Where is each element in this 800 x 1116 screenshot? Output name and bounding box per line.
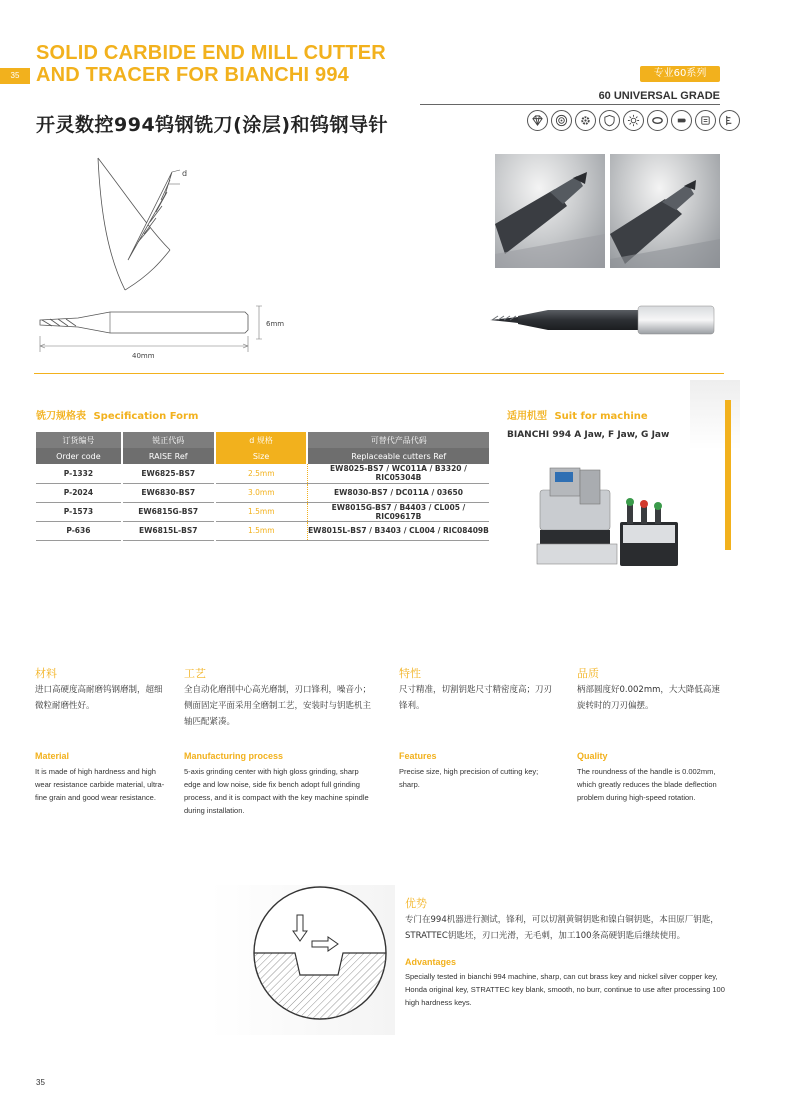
- process-title-en: Manufacturing process: [184, 751, 284, 761]
- cutter-closeup-photo-2: [610, 154, 720, 268]
- chinese-title: 开灵数控994钨钢铣刀(涂层)和钨钢导针: [36, 114, 389, 136]
- machine-title-en: Suit for machine: [554, 411, 648, 422]
- table-row: [36, 483, 490, 502]
- advantages-title-cn: 优势: [405, 897, 427, 910]
- grade-label: 60 UNIVERSAL GRADE: [598, 90, 720, 102]
- spec-section-title: [36, 407, 198, 422]
- table-row: [36, 464, 490, 483]
- title-line-1: SOLID CARBIDE END MILL CUTTER: [36, 42, 386, 64]
- table-header-en-row: [36, 448, 490, 464]
- machine-title-cn: 适用机型: [507, 411, 547, 422]
- order-code-cell: P-1332: [36, 464, 122, 483]
- process-body-en: 5-axis grinding center with high gloss grinding, sharp edge and low noise, side fix bench adopt full grinding process, and it is compact with the key machine spindle during installation.: [184, 767, 369, 815]
- page-tab: 35: [0, 68, 30, 84]
- accent-bar: [725, 400, 731, 550]
- header-replaceable-cn: 可替代产品代码: [307, 432, 490, 448]
- raise-ref-cell: EW6815G-BS7: [122, 502, 215, 521]
- raise-ref-cell: EW6830-BS7: [122, 483, 215, 502]
- page-number: 35: [36, 1078, 45, 1087]
- quality-title-cn: 品质: [577, 667, 599, 680]
- bullet-icon: [671, 110, 692, 131]
- features-title-cn: 特性: [399, 667, 421, 680]
- machine-models: BIANCHI 994 A Jaw, F Jaw, G Jaw: [507, 430, 670, 440]
- replaceable-cell: EW8030-BS7 / DC011A / 03650: [307, 483, 490, 502]
- size-cell: 1.5mm: [215, 502, 308, 521]
- features-body-en: Precise size, high precision of cutting key; sharp.: [399, 767, 539, 789]
- quality-title-en: Quality: [577, 751, 608, 761]
- feature-icon-row: [527, 110, 740, 131]
- spec-table: [36, 432, 491, 541]
- key-icon: [719, 110, 740, 131]
- dimension-6mm: 6mm: [266, 320, 285, 328]
- technical-drawing: [30, 140, 310, 370]
- advantages-body-en: Specially tested in bianchi 994 machine, sharp, can cut brass key and nickel silver copper key, Honda original key, STRATTEC key blank, smooth, no burr, continue to use after processing 100 high hardness keys.: [405, 972, 725, 1007]
- advantages-title-en: Advantages: [405, 957, 457, 967]
- header-size-cn: d 规格: [215, 432, 308, 448]
- order-code-cell: P-2024: [36, 483, 122, 502]
- shield-icon: [599, 110, 620, 131]
- table-row: [36, 521, 490, 540]
- replaceable-cell: EW8025-BS7 / WC011A / B3320 / RIC05304B: [307, 464, 490, 483]
- cutting-diagram: [250, 883, 390, 1023]
- features-title-en: Features: [399, 751, 437, 761]
- diamond-icon: [527, 110, 548, 131]
- replaceable-cell: EW8015G-BS7 / B4403 / CL005 / RIC09617B: [307, 502, 490, 521]
- key-machine-photo: [535, 460, 685, 580]
- order-code-cell: P-636: [36, 521, 122, 540]
- features-body-cn: 尺寸精准，切割钥匙尺寸精密度高；刀刃锋利。: [399, 685, 553, 711]
- coin-icon: [695, 110, 716, 131]
- spec-title-en: Specification Form: [93, 411, 199, 422]
- series-badge: 专业60系列: [640, 66, 720, 82]
- material-body-cn: 进口高硬度高耐磨钨钢磨制，超细微粒耐磨性好。: [35, 685, 163, 711]
- spec-title-cn: 铣刀规格表: [36, 411, 86, 422]
- header-rule: [420, 104, 720, 105]
- header-order-code-cn: 订货编号: [36, 432, 122, 448]
- diameter-d-label: d: [182, 169, 188, 178]
- header-raise-ref-cn: 锐正代码: [122, 432, 215, 448]
- process-body-cn: 全自动化磨削中心高光磨制，刃口锋利，噪音小；侧面固定平面采用全磨制工艺，安装时与钥匙机主轴匹配紧凑。: [184, 685, 372, 727]
- material-title-en: Material: [35, 751, 70, 761]
- material-title-cn: 材料: [35, 667, 57, 680]
- table-header-cn-row: [36, 432, 490, 448]
- target-icon: [551, 110, 572, 131]
- raise-ref-cell: EW6815L-BS7: [122, 521, 215, 540]
- cutter-closeup-photo-1: [495, 154, 605, 268]
- end-mill-product-photo: [488, 294, 720, 346]
- order-code-cell: P-1573: [36, 502, 122, 521]
- size-cell: 3.0mm: [215, 483, 308, 502]
- advantages-body-cn: 专门在994机器进行测试，锋利，可以切割黄铜钥匙和镍白铜钥匙，本田原厂钥匙，STRATTEC钥匙坯，刃口光滑，无毛刺，加工100条高硬钥匙后继续使用。: [405, 915, 719, 941]
- table-row: [36, 502, 490, 521]
- raise-ref-cell: EW6825-BS7: [122, 464, 215, 483]
- dimension-40mm: 40mm: [132, 352, 155, 360]
- material-body-en: It is made of high hardness and high wear resistance carbide material, ultra-fine grain and good wear resistance.: [35, 767, 165, 802]
- panel-shadow: [690, 380, 740, 450]
- machine-section-title: [507, 407, 648, 422]
- quality-body-en: The roundness of the handle is 0.002mm, which greatly reduces the blade deflection problem during high-speed rotation.: [577, 767, 717, 802]
- size-cell: 1.5mm: [215, 521, 308, 540]
- header-raise-ref-en: RAISE Ref: [122, 448, 215, 464]
- title-line-2: AND TRACER FOR BIANCHI 994: [36, 64, 350, 86]
- sun-gear-icon: [623, 110, 644, 131]
- size-cell: 2.5mm: [215, 464, 308, 483]
- section-divider: [34, 373, 724, 374]
- header-replaceable-en: Replaceable cutters Ref: [307, 448, 490, 464]
- replaceable-cell: EW8015L-BS7 / B3403 / CL004 / RIC08409B: [307, 521, 490, 540]
- ring-icon: [647, 110, 668, 131]
- header-size-en: Size: [215, 448, 308, 464]
- gear-icon: [575, 110, 596, 131]
- quality-body-cn: 柄部圆度好0.002mm，大大降低高速旋转时的刀刃偏摆。: [577, 685, 720, 711]
- header-order-code-en: Order code: [36, 448, 122, 464]
- process-title-cn: 工艺: [184, 667, 206, 680]
